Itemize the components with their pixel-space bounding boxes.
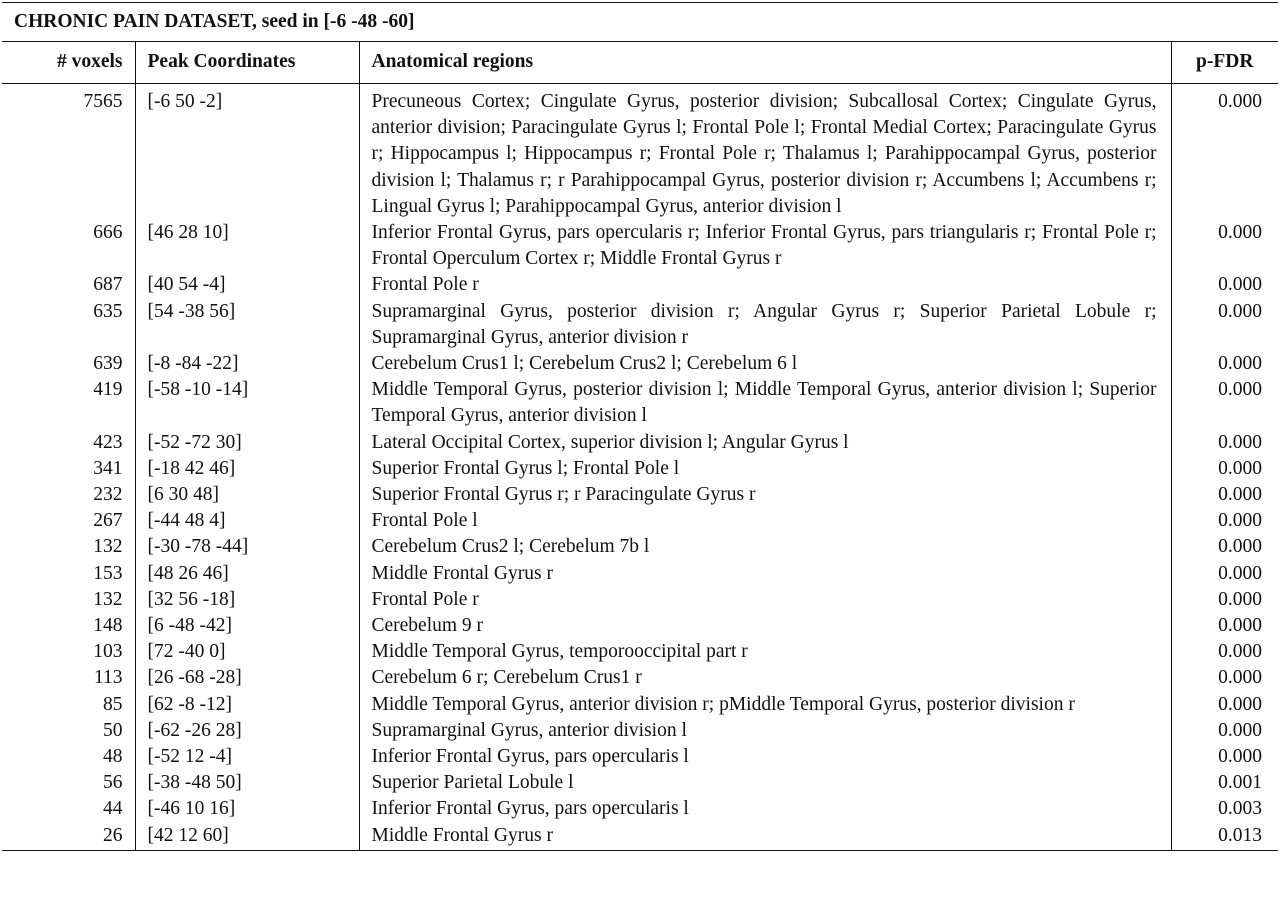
anatomical-regions-cell: Middle Frontal Gyrus r [359, 823, 1171, 851]
anatomical-regions-cell: Frontal Pole r [359, 272, 1171, 298]
header-anatomical-regions: Anatomical regions [359, 42, 1171, 84]
table-row [2, 665, 1278, 691]
voxels-cell: 423 [2, 430, 135, 456]
p-fdr-cell: 0.000 [1218, 746, 1263, 768]
peak-coordinates-cell: [48 26 46] [135, 561, 359, 587]
voxels-cell: 639 [2, 351, 135, 377]
voxels-cell: 56 [2, 770, 135, 796]
p-fdr-cell: 0.000 [1218, 510, 1263, 532]
voxels-cell: 687 [2, 272, 135, 298]
peak-coordinates-cell: [-52 -72 30] [135, 430, 359, 456]
table-row [2, 770, 1278, 796]
p-fdr-cell: 0.013 [1171, 823, 1278, 851]
voxels-cell: 44 [2, 796, 135, 822]
anatomical-regions-cell: Frontal Pole r [359, 587, 1171, 613]
anatomical-regions-cell: Cerebelum Crus1 l; Cerebelum Crus2 l; Cerebelum 6 l [359, 351, 1171, 377]
table-row [2, 587, 1278, 613]
table-row [2, 456, 1278, 482]
table-row [2, 377, 1278, 429]
table-row [2, 561, 1278, 587]
voxels-cell: 341 [2, 456, 135, 482]
p-fdr-cell: 0.000 [1218, 588, 1263, 610]
voxels-cell: 26 [2, 823, 135, 851]
voxels-cell: 50 [2, 718, 135, 744]
peak-coordinates-cell: [-38 -48 50] [135, 770, 359, 796]
peak-coordinates-cell: [-52 12 -4] [135, 744, 359, 770]
p-fdr-cell: 0.000 [1218, 484, 1263, 506]
p-fdr-cell: 0.000 [1218, 91, 1263, 112]
anatomical-regions-cell: Superior Frontal Gyrus l; Frontal Pole l [359, 456, 1171, 482]
p-fdr-cell: 0.000 [1218, 300, 1263, 322]
voxels-cell: 419 [2, 377, 135, 429]
voxels-cell: 113 [2, 665, 135, 691]
anatomical-regions-cell: Cerebelum 6 r; Cerebelum Crus1 r [359, 665, 1171, 691]
voxels-cell: 635 [2, 299, 135, 351]
table-row [2, 220, 1278, 272]
table-row [2, 299, 1278, 351]
p-fdr-cell: 0.000 [1218, 379, 1263, 401]
voxels-cell: 132 [2, 534, 135, 560]
anatomical-regions-cell: Supramarginal Gyrus, posterior division r; Angular Gyrus r; Superior Parietal Lobule r; Supramarginal Gyrus, anterior division r [359, 299, 1171, 351]
p-fdr-cell: 0.003 [1218, 798, 1263, 820]
peak-coordinates-cell: [-46 10 16] [135, 796, 359, 822]
voxels-cell: 666 [2, 220, 135, 272]
table-row [2, 823, 1278, 851]
voxels-cell: 103 [2, 639, 135, 665]
anatomical-regions-cell: Inferior Frontal Gyrus, pars opercularis r; Inferior Frontal Gyrus, pars triangularis r; Frontal Pole r; Frontal Operculum Cortex r; Middle Frontal Gyrus r [359, 220, 1171, 272]
anatomical-regions-cell: Lateral Occipital Cortex, superior division l; Angular Gyrus l [359, 430, 1171, 456]
table-header-row [2, 42, 1278, 84]
p-fdr-cell: 0.000 [1218, 431, 1263, 453]
anatomical-regions-cell: Superior Parietal Lobule l [359, 770, 1171, 796]
table-row [2, 613, 1278, 639]
p-fdr-cell: 0.000 [1218, 641, 1263, 663]
p-fdr-cell: 0.000 [1218, 719, 1263, 741]
p-fdr-cell: 0.000 [1218, 536, 1263, 558]
peak-coordinates-cell: [54 -38 56] [135, 299, 359, 351]
anatomical-regions-cell: Middle Frontal Gyrus r [359, 561, 1171, 587]
anatomical-regions-cell: Inferior Frontal Gyrus, pars opercularis l [359, 744, 1171, 770]
table-row [2, 351, 1278, 377]
peak-coordinates-cell: [40 54 -4] [135, 272, 359, 298]
anatomical-regions-cell: Cerebelum 9 r [359, 613, 1171, 639]
p-fdr-cell: 0.000 [1218, 562, 1263, 584]
peak-coordinates-cell: [-30 -78 -44] [135, 534, 359, 560]
anatomical-regions-cell: Middle Temporal Gyrus, anterior division r; pMiddle Temporal Gyrus, posterior division r [359, 692, 1171, 718]
anatomical-regions-cell: Superior Frontal Gyrus r; r Paracingulate Gyrus r [359, 482, 1171, 508]
peak-coordinates-cell: [-62 -26 28] [135, 718, 359, 744]
anatomical-regions-cell: Precuneous Cortex; Cingulate Gyrus, posterior division; Subcallosal Cortex; Cingulate Gyrus, anterior division; Paracingulate Gyrus l; Frontal Pole l; Frontal Medial Cortex; Paracingulate Gyrus r; Hippocampus l; Hippocampus r; Frontal Pole r; Thalamus l; Parahippocampal Gyrus, posterior division l; Thalamus r; r Parahippocampal Gyrus, posterior division r; Accumbens l; Accumbens r; Lingual Gyrus l; Parahippocampal Gyrus, anterior division l [359, 84, 1171, 221]
peak-coordinates-cell: [62 -8 -12] [135, 692, 359, 718]
table-row [2, 718, 1278, 744]
voxels-cell: 48 [2, 744, 135, 770]
table-row [2, 508, 1278, 534]
p-fdr-cell: 0.000 [1218, 353, 1263, 375]
voxels-cell: 153 [2, 561, 135, 587]
results-table [2, 2, 1278, 851]
peak-coordinates-cell: [-6 50 -2] [135, 84, 359, 221]
voxels-cell: 148 [2, 613, 135, 639]
table-row [2, 692, 1278, 718]
anatomical-regions-cell: Cerebelum Crus2 l; Cerebelum 7b l [359, 534, 1171, 560]
anatomical-regions-cell: Inferior Frontal Gyrus, pars opercularis l [359, 796, 1171, 822]
header-voxels: # voxels [2, 42, 135, 84]
voxels-cell: 7565 [2, 84, 135, 221]
voxels-cell: 232 [2, 482, 135, 508]
p-fdr-cell: 0.001 [1218, 772, 1263, 794]
header-p-fdr: p-FDR [1171, 42, 1278, 84]
table-title-row [2, 3, 1278, 42]
p-fdr-cell: 0.000 [1218, 615, 1263, 637]
table-row [2, 430, 1278, 456]
voxels-cell: 132 [2, 587, 135, 613]
voxels-cell: 267 [2, 508, 135, 534]
table-row [2, 482, 1278, 508]
table-row [2, 272, 1278, 298]
table-row [2, 84, 1278, 221]
peak-coordinates-cell: [32 56 -18] [135, 587, 359, 613]
peak-coordinates-cell: [26 -68 -28] [135, 665, 359, 691]
table-row [2, 796, 1278, 822]
p-fdr-cell: 0.000 [1218, 457, 1263, 479]
peak-coordinates-cell: [6 30 48] [135, 482, 359, 508]
p-fdr-cell: 0.000 [1218, 693, 1263, 715]
peak-coordinates-cell: [-44 48 4] [135, 508, 359, 534]
peak-coordinates-cell: [-18 42 46] [135, 456, 359, 482]
table-row [2, 534, 1278, 560]
peak-coordinates-cell: [46 28 10] [135, 220, 359, 272]
peak-coordinates-cell: [6 -48 -42] [135, 613, 359, 639]
p-fdr-cell: 0.000 [1218, 274, 1263, 296]
peak-coordinates-cell: [42 12 60] [135, 823, 359, 851]
p-fdr-cell: 0.000 [1218, 222, 1263, 244]
peak-coordinates-cell: [-8 -84 -22] [135, 351, 359, 377]
peak-coordinates-cell: [-58 -10 -14] [135, 377, 359, 429]
table-title: CHRONIC PAIN DATASET, seed in [-6 -48 -60] [2, 3, 1278, 42]
anatomical-regions-cell: Supramarginal Gyrus, anterior division l [359, 718, 1171, 744]
anatomical-regions-cell: Frontal Pole l [359, 508, 1171, 534]
anatomical-regions-cell: Middle Temporal Gyrus, temporooccipital part r [359, 639, 1171, 665]
peak-coordinates-cell: [72 -40 0] [135, 639, 359, 665]
voxels-cell: 85 [2, 692, 135, 718]
anatomical-regions-cell: Middle Temporal Gyrus, posterior division l; Middle Temporal Gyrus, anterior division l; Superior Temporal Gyrus, anterior division l [359, 377, 1171, 429]
header-peak-coordinates: Peak Coordinates [135, 42, 359, 84]
p-fdr-cell: 0.000 [1218, 667, 1263, 689]
table-row [2, 639, 1278, 665]
table-row [2, 744, 1278, 770]
table-body [2, 84, 1278, 851]
